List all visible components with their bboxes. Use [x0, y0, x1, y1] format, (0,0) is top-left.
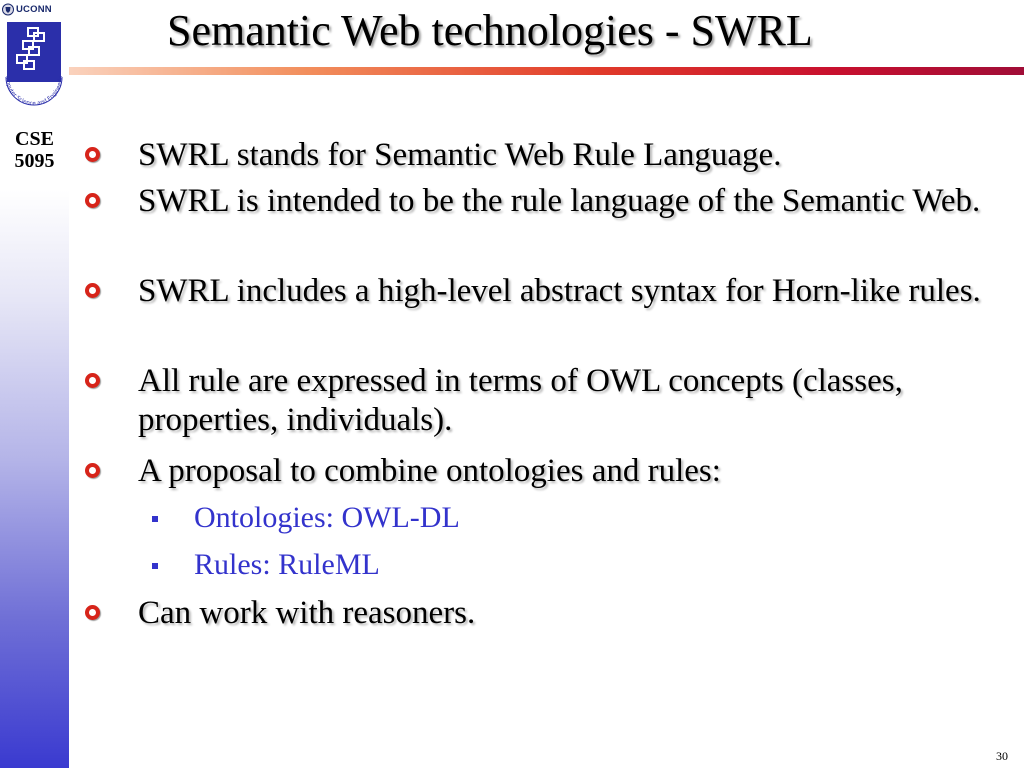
hollow-circle-bullet-icon [85, 373, 100, 388]
course-code-line-1: CSE [15, 128, 54, 150]
list-item [138, 362, 1018, 440]
list-item [138, 272, 1018, 311]
list-item [138, 136, 1018, 175]
list-item-text: SWRL stands for Semantic Web Rule Language. [138, 137, 782, 173]
list-item-text: A proposal to combine ontologies and rules: [138, 453, 721, 489]
list-item [138, 452, 1018, 491]
hollow-circle-bullet-icon [85, 463, 100, 478]
slide-title: Semantic Web technologies - SWRL [167, 6, 813, 55]
course-code-line-2: 5095 [14, 150, 55, 172]
page-number: 30 [996, 749, 1008, 763]
sidebar [0, 0, 69, 768]
uconn-branding [2, 2, 52, 16]
uconn-seal-icon [2, 3, 14, 16]
hollow-circle-bullet-icon [85, 147, 100, 162]
title-divider [69, 67, 1024, 75]
square-bullet-icon [152, 563, 158, 569]
list-item-text: Can work with reasoners. [138, 595, 476, 631]
sub-list-item-text: Ontologies: OWL-DL [194, 501, 460, 534]
hollow-circle-bullet-icon [85, 283, 100, 298]
cse-department-logo [1, 17, 67, 113]
list-item-text: SWRL includes a high-level abstract syntax for Horn-like rules. [138, 273, 981, 309]
list-item-text: SWRL is intended to be the rule language of the Semantic Web. [138, 183, 981, 219]
square-bullet-icon [152, 516, 158, 522]
hollow-circle-bullet-icon [85, 193, 100, 208]
sub-list-item [194, 500, 994, 536]
org-name: UCONN [16, 3, 52, 15]
course-code [0, 128, 69, 172]
list-item [138, 594, 1018, 633]
sub-list-item-text: Rules: RuleML [194, 548, 380, 581]
hollow-circle-bullet-icon [85, 605, 100, 620]
sub-list-item [194, 547, 994, 583]
svg-text:Computer Science and Engineeri: omputer Science and Engineerin [3, 75, 65, 108]
list-item [138, 182, 1018, 221]
list-item-text: All rule are expressed in terms of OWL concepts (classes, properties, individuals). [138, 363, 903, 438]
